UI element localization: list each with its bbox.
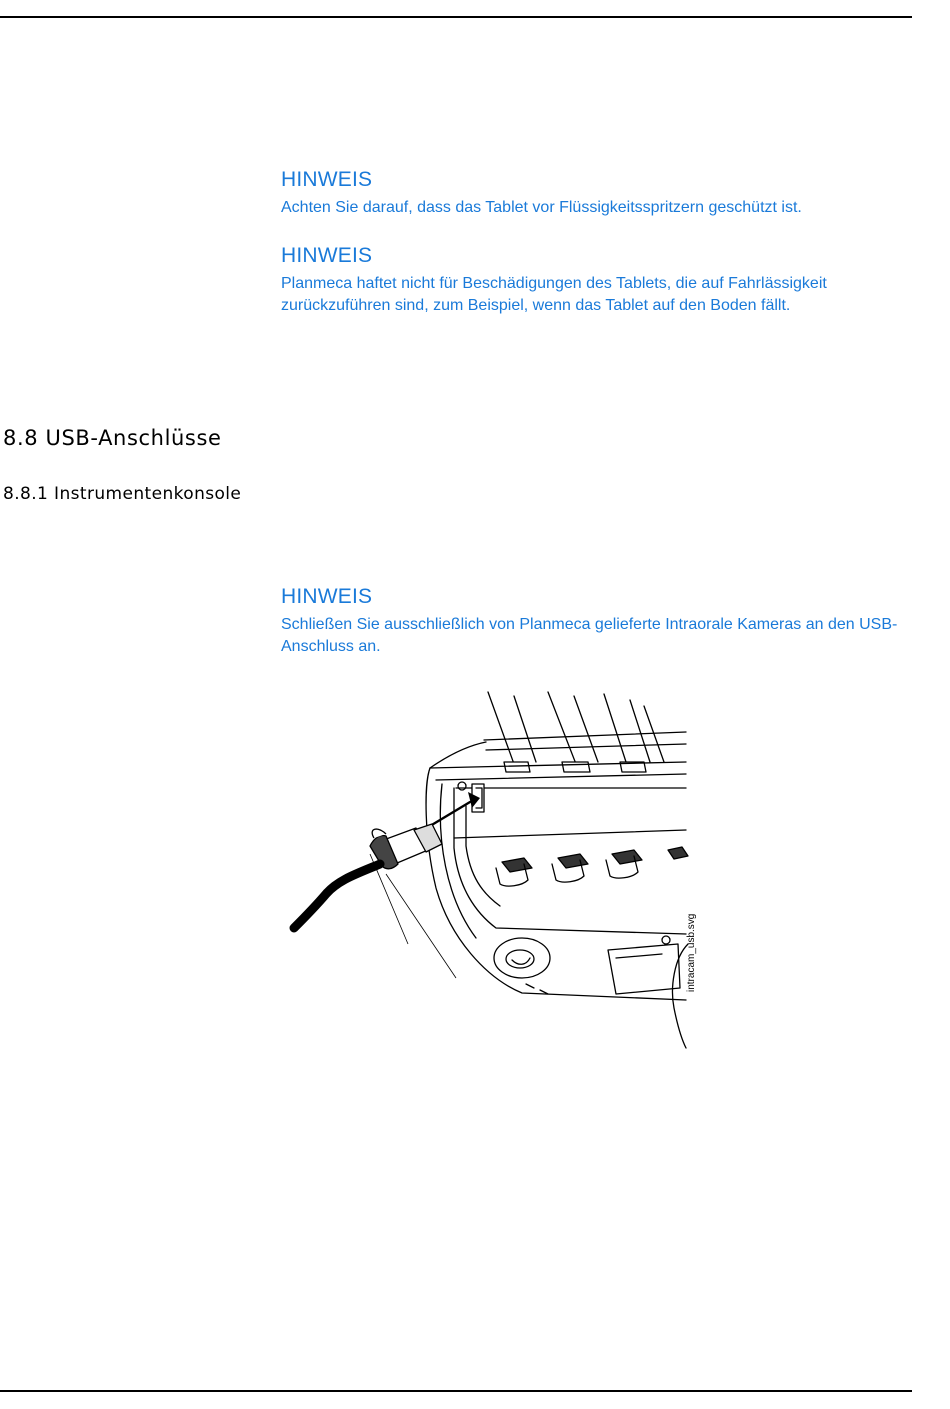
note-text: Achten Sie darauf, dass das Tablet vor Flüssigkeitsspritzern geschützt ist. [281, 199, 802, 216]
figure-filename-label: intracam_usb.svg [686, 913, 697, 992]
note-title: HINWEIS [281, 244, 373, 267]
note-splash-protection [281, 167, 913, 219]
section-heading: 8.8 USB-Anschlüsse [3, 426, 222, 450]
note-text: Planmeca haftet nicht für Beschädigungen des Tablets, die auf Fahrlässigkeit zurückzuführen sind, zum Beispiel, wenn das Tablet auf den Boden fällt. [281, 275, 827, 314]
note-title: HINWEIS [281, 168, 373, 191]
note-liability [281, 243, 913, 317]
note-text: Schließen Sie ausschließlich von Planmeca gelieferte Intraorale Kameras an den USB-Anschluss an. [281, 616, 898, 655]
usb-connection-figure [286, 688, 726, 1058]
subsection-heading: 8.8.1 Instrumentenkonsole [3, 484, 242, 504]
note-title: HINWEIS [281, 585, 373, 608]
footer-rule [0, 1390, 912, 1392]
note-camera-usb [281, 584, 913, 658]
usb-connection-illustration-icon [286, 688, 726, 1058]
header-rule [0, 16, 912, 18]
